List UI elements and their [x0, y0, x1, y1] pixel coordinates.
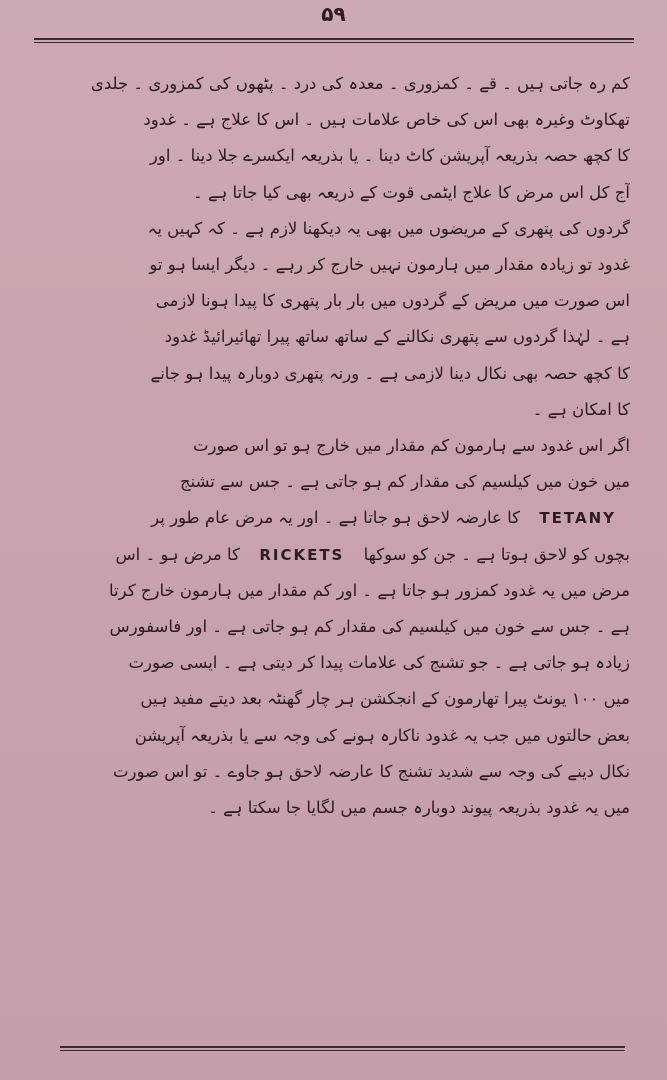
text-line: میں ۱۰۰ یونٹ پیرا تھارمون کے انجکشن ہر چار گھنٹہ بعد دیتے مفید ہیں: [140, 689, 630, 709]
text-line: نکال دینے کی وجہ سے شدید تشنج کا عارضہ لاحق ہو جاوے ۔ تو اس صورت: [113, 761, 630, 781]
bottom-double-rule: [60, 1046, 625, 1051]
text-line-tetany: [40, 500, 630, 536]
rickets-line-tail: کا مرض ہو ۔ اس: [115, 544, 240, 564]
text-line: گردوں کی پتھری کے مریضوں میں بھی یہ دیکھنا لازم ہے ۔ کہ کہیں یہ: [147, 218, 630, 238]
text-line: بعض حالتوں میں جب یہ غدود ناکارہ ہونے کی وجہ سے یا بذریعہ آپریشن: [134, 725, 630, 745]
text-line: میں یہ غدود بذریعہ پیوند دوبارہ جسم میں لگایا جا سکتا ہے ۔: [208, 798, 630, 818]
text-line: غدود تو زیادہ مقدار میں ہارمون نہیں خارج کر رہے ۔ دیگر ایسا ہو تو: [149, 255, 630, 275]
tetany-line-text: کا عارضہ لاحق ہو جاتا ہے ۔ اور یہ مرض عام طور پر: [151, 508, 520, 528]
text-line: میں خون میں کیلسیم کی مقدار کم ہو جاتی ہے ۔ جس سے تشنج: [179, 472, 630, 492]
text-line: ہے ۔ جس سے خون میں کیلسیم کی مقدار کم ہو جاتی ہے ۔ اور فاسفورس: [109, 617, 630, 637]
text-line: کا کچھ حصہ بذریعہ آپریشن کاٹ دینا ۔ یا بذریعہ ایکسرے جلا دینا ۔ اور: [149, 146, 630, 166]
text-line: زیادہ ہو جاتی ہے ۔ جو تشنج کی علامات پیدا کر دیتی ہے ۔ ایسی صورت: [128, 653, 630, 673]
text-line: کم رہ جاتی ہیں ۔ قے ۔ کمزوری ۔ معدہ کی درد ۔ پٹھوں کی کمزوری ۔ جلدی: [90, 74, 630, 93]
page-number: ۵۹: [321, 2, 346, 26]
tetany-term: TETANY: [539, 509, 616, 528]
text-line: اس صورت میں مریض کے گردوں میں بار بار پتھری کا پیدا ہونا لازمی: [155, 291, 630, 311]
text-line: کا کچھ حصہ بھی نکال دینا لازمی ہے ۔ ورنہ پتھری دوبارہ پیدا ہو جانے: [150, 363, 630, 383]
text-line: ہے ۔ لہٰذا گردوں سے پتھری نکالنے کے ساتھ ساتھ پیرا تھائیرائیڈ غدود: [164, 327, 630, 347]
rickets-line-text: بچوں کو لاحق ہوتا ہے ۔ جن کو سوکھا: [363, 544, 630, 564]
text-line: اگر اس غدود سے ہارمون کم مقدار میں خارج ہو تو اس صورت: [193, 436, 630, 456]
text-line: آج کل اس مرض کا علاج ایٹمی قوت کے ذریعہ بھی کیا جاتا ہے ۔: [193, 182, 630, 202]
text-line: مرض میں یہ غدود کمزور ہو جاتا ہے ۔ اور کم مقدار میں ہارمون خارج کرتا: [109, 580, 630, 600]
top-double-rule: [34, 38, 634, 43]
urdu-body-text: [40, 66, 630, 826]
text-line: کا امکان ہے ۔: [532, 399, 630, 419]
text-line: تھکاوٹ وغیرہ بھی اس کی خاص علامات ہیں ۔ اس کا علاج ہے ۔ غدود: [143, 110, 630, 130]
text-line-rickets: [40, 537, 630, 573]
rickets-term: RICKETS: [259, 545, 345, 564]
